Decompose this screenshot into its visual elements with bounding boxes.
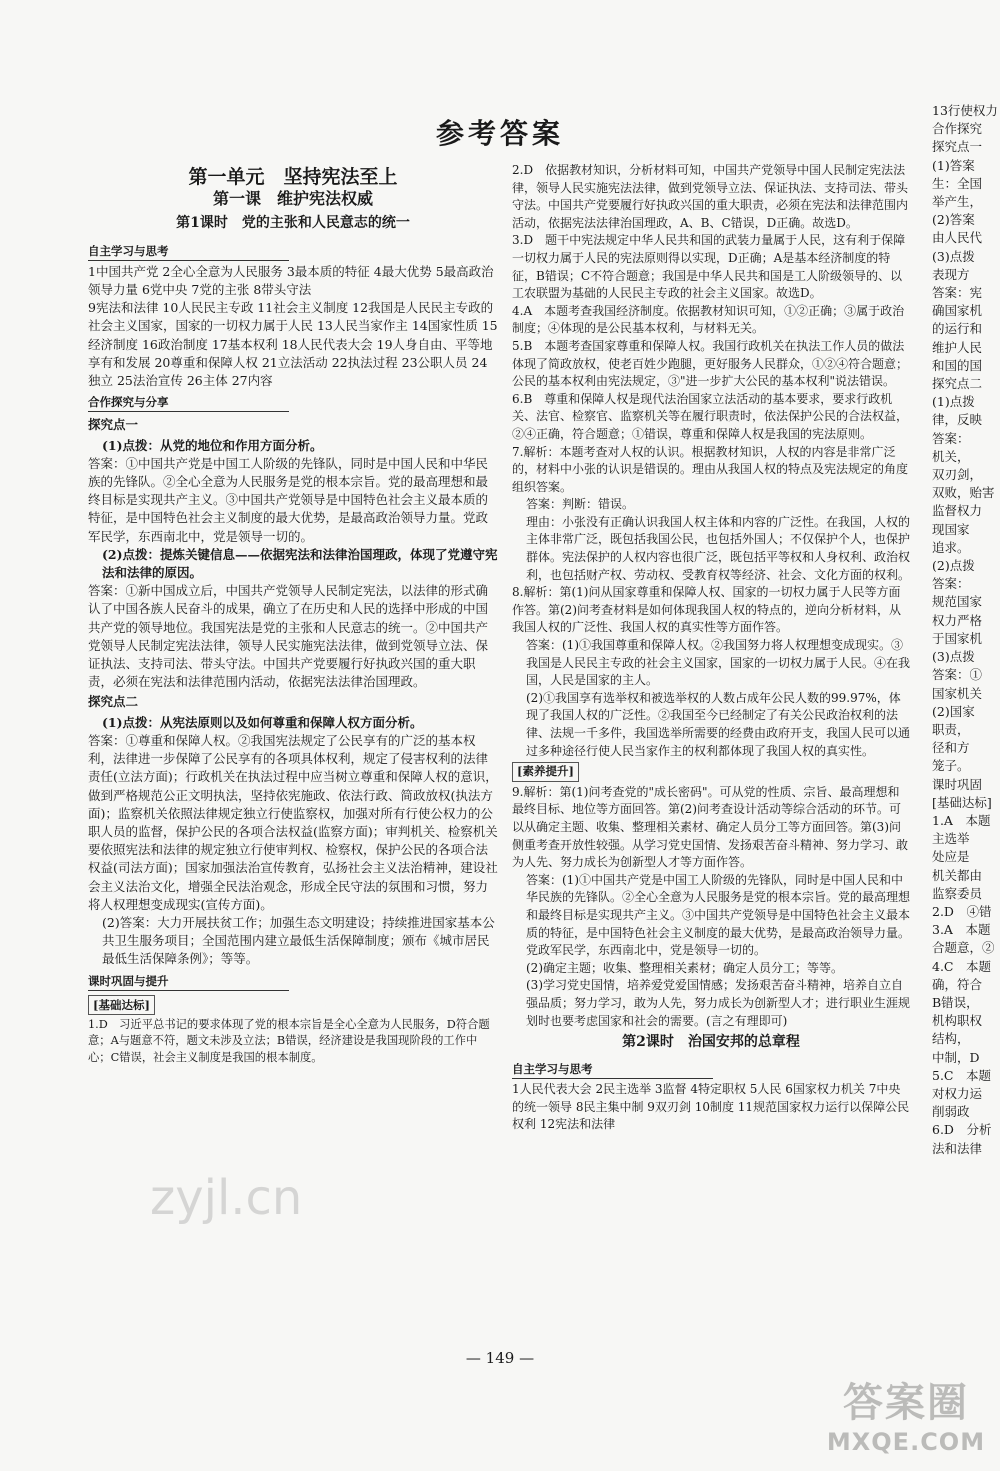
right-column-line: 双刃剑，	[932, 467, 983, 483]
right-column-line: 由人民代	[932, 230, 983, 246]
right-column-line: 中制，D	[932, 1049, 980, 1065]
right-column-line: 削弱政	[932, 1104, 970, 1120]
answer-item: 4.A 本题考查我国经济制度。依据教材知识可知，①②正确；③属于政治制度；④体现的是公民基本权利，与材料无关。	[512, 303, 905, 336]
answer-item: (2)①我国享有选举权和被选举权的人数占成年公民人数的99.97%，体现了我国人权的广泛性。②我国至今已经制定了有关公民政治权利的法律、法规一千多件，我国选举所需要的经费由政府开支，我国人民可以通过多种途径行使人民当家作主的权利都体现了我国人权的真实性。	[526, 690, 911, 758]
right-column-line: 监督权力	[932, 503, 983, 519]
right-column-line: 权力严格	[932, 612, 983, 628]
exp2-answer-1: 答案：①尊重和保障人权。②我国宪法规定了公民享有的广泛的基本权利，法律进一步保障了公民享有的各项具体权利，规定了侵害权利的法律责任(立法方面)；行政机关在执法过程中应当树立尊重和保障人权的意识，做到严格规范公正文明执法，坚持依宪施政、依法行政、简政放权(执法方面)；监察机关依照法律规定独立行使监察权，加强对所有行使公权力的公职人员的监督，保护公民的各项合法权益(监察方面)；审判机关、检察机关要依照宪法和法律的规定独立行使审判权、检察权，保护公民的各项合法权益(司法方面)；国家加强法治宣传教育，弘扬社会主义法治精神，建设社会主义法治文化，增强全民法治观念，形成全民守法的氛围和习惯，努力将人权理想变成现实(宣传方面)。	[88, 732, 498, 912]
right-column-line: 的运行和	[932, 321, 983, 337]
right-column-line: 确，符合	[932, 976, 983, 992]
right-column-line: 探究点一	[932, 139, 983, 155]
page-title: 参考答案	[435, 117, 564, 150]
right-column-line: (1)点拨	[932, 394, 975, 410]
right-column-line: 13行使权力	[932, 103, 998, 118]
explore-point-1: 探究点一	[88, 417, 139, 433]
right-column-line: 机关，	[932, 448, 970, 464]
right-column-line: 合作探究	[932, 121, 983, 137]
right-column-line: (2)国家	[932, 703, 975, 719]
exp2-answer-2: (2)答案：大力开展扶贫工作；加强生态文明建设；持续推进国家基本公共卫生服务项目；全国范围内建立最低生活保障制度；颁布《城市居民最低生活保障条例》；等等。	[102, 914, 495, 967]
right-column-line: [基础达标]	[932, 794, 992, 810]
right-column-line: 监察委员	[932, 885, 983, 901]
answer-item: 8.解析：第(1)问从国家尊重和保障人权、国家的一切权力属于人民等方面作答。第(2)问考查材料是如何体现我国人权的特点的，逆向分析材料，从我国人权的广泛性、我国人权的真实性等方面作答。	[512, 585, 902, 635]
right-column-line: 探究点二	[932, 376, 983, 392]
answer-item: 6.B 尊重和保障人权是现代法治国家立法活动的基本要求，要求行政机关、法官、检察官、监察机关等在履行职责时，依法保护公民的合法权益，②④正确，符合题意；①错误，尊重和保障人权是我国的宪法原则。	[512, 391, 909, 441]
question-9-answer-1: 答案：(1)①中国共产党是中国工人阶级的先锋队，同时是中国人民和中华民族的先锋队。②全心全意为人民服务是党的根本宗旨。党的最高理想和最终目标是实现共产主义。③中国共产党领导是中国特色社会主义最本质的特征，是中国特色社会主义制度的最大优势，是最高政治领导力量。党政军民学，东西南北中，党是领导一切的。	[526, 872, 911, 958]
right-column-cropped	[932, 102, 1000, 1158]
right-column-line: 法和法律	[932, 1140, 983, 1156]
right-column-line: 2.D ④错	[932, 903, 992, 919]
mxqe-watermark-logo	[826, 1371, 986, 1456]
exp1-hint-2: (2)点拨：提炼关键信息——依据宪法和法律治国理政，体现了党遵守宪法和法律的原因。	[102, 546, 498, 581]
basic-label: [基础达标]	[88, 995, 155, 1015]
right-column-line: 规范国家	[932, 594, 983, 610]
right-column-line: 答案：	[932, 430, 970, 446]
unit-title: 第一单元 坚持宪法至上	[188, 166, 398, 188]
right-column-line: 生：全国	[932, 175, 983, 191]
section-self-study: 自主学习与思考	[88, 242, 289, 261]
right-column-line: 笼子。	[932, 758, 970, 774]
self-answers-1: 1中国共产党 2全心全意为人民服务 3最本质的特征 4最大优势 5最高政治领导力量 6党中央 7党的主张 8带头守法	[88, 263, 494, 298]
self-answers-period-2: 1人民代表大会 2民主选举 3监督 4特定职权 5人民 6国家权力机关 7中央的统一领导 8民主集中制 9双刃剑 10制度 11规范国家权力运行以保障公民权利 12宪法和法律	[512, 1082, 910, 1132]
right-column-line: 确国家机	[932, 303, 983, 319]
answer-item: 答案：(1)①我国尊重和保障人权。②我国努力将人权理想变成现实。③我国是人民民主专政的社会主义国家，国家的一切权力属于人民。④在我国，人民是国家的主人。	[526, 638, 911, 688]
answer-item: 7.解析：本题考查对人权的认识。根据教材知识，人权的内容是非常广泛的，材料中小张的认识是错误的。理由从我国人权的特点及宪法规定的角度组织答案。	[512, 444, 909, 494]
right-column-line: 3.A 本题	[932, 922, 991, 938]
explore-point-2: 探究点二	[88, 694, 139, 710]
self-answers-2: 9宪法和法律 10人民民主专政 11社会主义制度 12我国是人民民主专政的社会主义国家，国家的一切权力属于人民 13人民当家作主 14国家性质 15经济制度 16政治制度 17基本权利 18人民代表大会 19人身自由、平等地享有和发展 20尊重和保障人权 21立法活动 22执法过程 23公职人员 24独立 25法治宣传 26主体 27内容	[88, 300, 498, 389]
right-column-line: 现国家	[932, 521, 970, 537]
right-column-line: 结构，	[932, 1031, 970, 1047]
section-cooperation: 合作探究与分享	[88, 393, 289, 412]
watermark-top: 答案圈	[843, 1380, 969, 1426]
right-column-line: (3)点拨	[932, 649, 975, 665]
right-column-line: (1)答案	[932, 157, 975, 173]
exp2-hint-1: (1)点拨：从宪法原则以及如何尊重和保障人权方面分析。	[102, 714, 423, 730]
answer-item: 3.D 题干中宪法规定中华人民共和国的武装力量属于人民，这有利于保障一切权力属于人民的宪法原则得以实现，D正确；A是基本经济制度的特征，B错误；C不符合题意；我国是中华人民共和国是工人阶级领导的、以工农联盟为基础的人民民主专政的社会主义国家。故选D。	[512, 233, 906, 301]
right-column-line: 机关都由	[932, 867, 983, 883]
right-column-line: 答案：①	[932, 667, 983, 683]
watermark-bottom: MXQE.COM	[826, 1428, 986, 1456]
right-column-line: (3)点拨	[932, 248, 975, 264]
right-column-line: 对权力运	[932, 1085, 983, 1101]
exp1-answer-2: 答案：①新中国成立后，中国共产党领导人民制定宪法，以法律的形式确认了中国各族人民奋斗的成果，确立了在历史和人民的选择中形成的中国共产党的领导地位。我国宪法是党的主张和人民意志的统一。②中国共产党领导人民制定宪法法律，领导人民实施宪法法律，做到党领导立法、保证执法、支持司法、带头守法。中国共产党要履行好执政兴国的重大职责，必须在宪法和法律范围内活动，依据宪法法律治国理政。	[88, 583, 489, 690]
answer-item: 答案：判断：错误。	[526, 497, 635, 512]
right-column-line: 主选举	[932, 831, 970, 847]
left-column	[88, 162, 498, 1066]
right-column-line: 课时巩固	[932, 776, 983, 792]
exp1-answer-1: 答案：①中国共产党是中国工人阶级的先锋队，同时是中国人民和中华民族的先锋队。②全心全意为人民服务是党的根本宗旨。党的最高理想和最终目标是实现共产主义。③中国共产党领导是中国特色社会主义最本质的特征，是中国特色社会主义制度的最大优势，是最高政治领导力量。党政军民学，东西南北中，党是领导一切的。	[88, 455, 489, 544]
right-column-line: 答案：	[932, 576, 970, 592]
question-1: 1.D 习近平总书记的要求体现了党的根本宗旨是全心全意为人民服务，D符合题意；A与题意不符，题文未涉及立法；B错误，经济建设是我国现阶段的工作中心；C错误，社会主义制度是我国的根本制度。	[88, 1017, 490, 1064]
period-title: 第1课时 党的主张和人民意志的统一	[176, 215, 410, 232]
right-column-line: 合题意，②	[932, 940, 995, 956]
answer-item: 理由：小张没有正确认识我国人权主体和内容的广泛性。在我国，人权的主体非常广泛，既包括我国公民，也包括外国人；不仅保护个人，也保护群体。宪法保护的人权内容也很广泛，既包括平等权和人身权利、政治权利，也包括财产权、劳动权、受教育权等经济、社会、文化方面的权利。	[526, 514, 911, 582]
period-2-title: 第2课时 治国安邦的总章程	[622, 1034, 800, 1051]
right-column-line: 举产生，	[932, 194, 983, 210]
section-class-consolidation: 课时巩固与提升	[88, 972, 289, 991]
right-column-line: 追求。	[932, 539, 970, 555]
right-column-line: 表现方	[932, 266, 970, 282]
middle-column	[512, 162, 910, 1134]
right-column-line: 于国家机	[932, 630, 983, 646]
right-column-line: 4.C 本题	[932, 958, 991, 974]
right-column-line: 6.D 分析	[932, 1122, 992, 1138]
right-column-line: 机构职权	[932, 1013, 983, 1029]
right-column-line: 国家机关	[932, 685, 983, 701]
site-watermark: zyjl.cn	[150, 1170, 303, 1226]
right-column-line: B错误，	[932, 994, 979, 1010]
question-9-answer-3: (3)学习党史国情，培养爱党爱国情感；发扬艰苦奋斗精神，培养自立自强品质；努力学习，敢为人先，努力成长为创新型人才；进行职业生涯规划时也要考虑国家和社会的需要。(言之有理即可)	[526, 978, 911, 1028]
question-9: 9.解析：第(1)问考查党的"成长密码"。可从党的性质、宗旨、最高理想和最终目标、地位等方面回答。第(2)问考查设计活动等综合活动的环节。可以从确定主题、收集、整理相关素材、确定人员分工等方面回答。第(3)问侧重考查开放性较强。从学习党史国情、发扬艰苦奋斗精神、努力学习、敢为人先、努力成长为创新型人才等方面作答。	[512, 784, 909, 870]
right-column-line: 5.C 本题	[932, 1067, 991, 1083]
right-column-line: (2)答案	[932, 212, 975, 228]
right-column-line: 律，反映	[932, 412, 983, 428]
answer-item: 2.D 依据教材知识，分析材料可知，中国共产党领导中国人民制定宪法法律，领导人民实施宪法法律，做到党领导立法、保证执法、支持司法、带头守法。中国共产党要履行好执政兴国的重大职责，必须在宪法和法律范围内活动，依据宪法法律治国理政，A、B、C错误，D正确。故选D。	[512, 163, 909, 230]
answer-item: 5.B 本题考查国家尊重和保障人权。我国行政机关在执法工作人员的做法体现了简政放权，使老百姓少跑腿，更好服务人民群众，①②④符合题意；公民的基本权利由宪法规定，③"进一步扩大公民的基本权利"说法错误。	[512, 338, 909, 389]
section-self-study-2: 自主学习与思考	[512, 1061, 713, 1080]
question-9-answer-2: (2)确定主题；收集、整理相关素材；确定人员分工；等等。	[526, 960, 844, 975]
right-column-line: 答案：宪	[932, 285, 983, 301]
right-column-line: 径和方	[932, 740, 970, 756]
right-column-line: 职责，	[932, 721, 970, 737]
upgrade-label: [素养提升]	[512, 762, 579, 782]
page-number: — 149 —	[465, 1349, 535, 1367]
right-column-line: 处应是	[932, 849, 970, 865]
right-column-line: (2)点拨	[932, 558, 975, 574]
right-column-line: 维护人民	[932, 339, 983, 355]
lesson-title: 第一课 维护宪法权威	[212, 189, 373, 209]
right-column-line: 1.A 本题	[932, 812, 991, 828]
exp1-hint-1: (1)点拨：从党的地位和作用方面分析。	[102, 437, 323, 453]
right-column-line: 双败，贻害	[932, 485, 995, 501]
right-column-line: 和国的国	[932, 357, 983, 373]
